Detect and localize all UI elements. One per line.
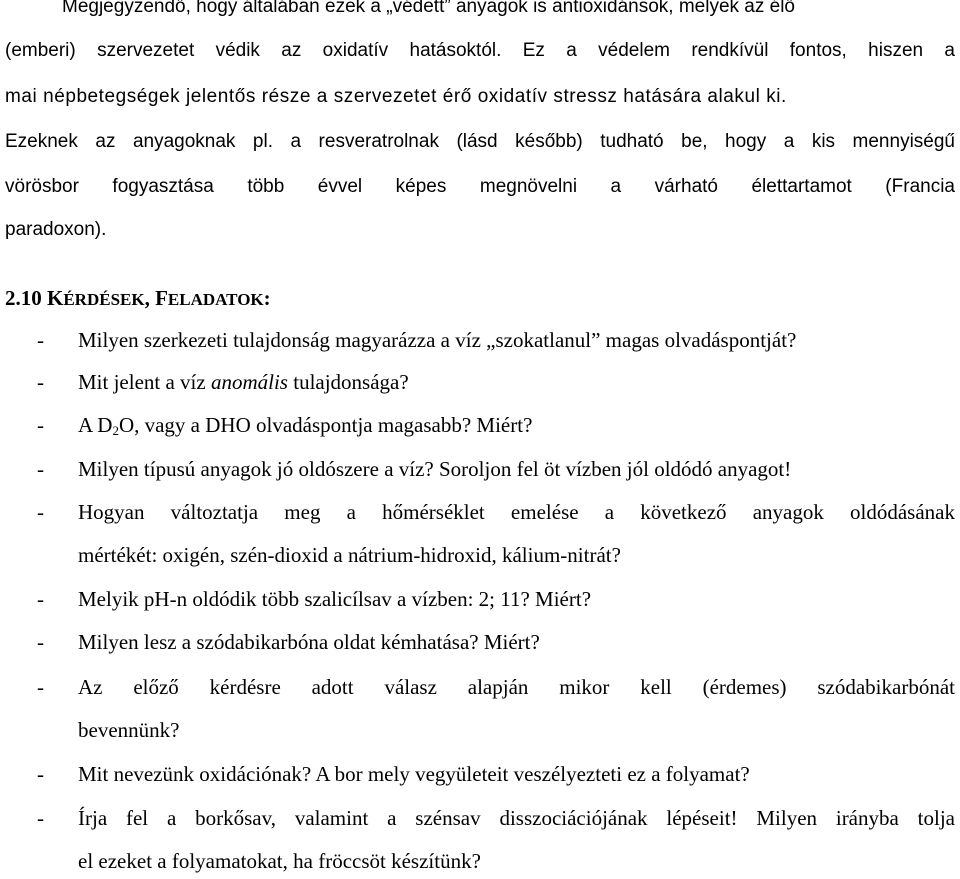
list-dash: - <box>37 500 44 524</box>
intro-line-3: mai népbetegségek jelentős része a szervezetet érő oxidatív stressz hatására alakul ki. <box>5 86 787 107</box>
list-dash: - <box>37 413 44 437</box>
intro-line-5: vörösbor fogyasztása több évvel képes megnövelni a várható élettartamot (Francia <box>5 176 955 197</box>
intro-line-6: paradoxon). <box>5 219 107 240</box>
list-dash: - <box>37 457 44 481</box>
question-4: Milyen típusú anyagok jó oldószere a víz? Soroljon fel öt vízben jól oldódó anyagot! <box>78 457 792 481</box>
question-10-line-1: Írja fel a borkősav, valamint a szénsav disszociációjának lépéseit! Milyen irányba tolja <box>78 806 955 830</box>
intro-line-1: Megjegyzendő, hogy általában ezek a „védett” anyagok is antioxidánsok, melyek az élő <box>62 0 795 17</box>
question-1: Milyen szerkezeti tulajdonság magyarázza a víz „szokatlanul” magas olvadáspontját? <box>78 328 797 352</box>
section-heading <box>5 286 271 311</box>
list-dash: - <box>37 675 44 699</box>
list-dash: - <box>37 762 44 786</box>
question-5-line-1: Hogyan változtatja meg a hőmérséklet emelése a következő anyagok oldódásának <box>78 500 955 524</box>
list-dash: - <box>37 630 44 654</box>
question-8-line-2: bevennünk? <box>78 718 180 742</box>
list-dash: - <box>37 328 44 352</box>
question-10-line-2: el ezeket a folyamatokat, ha fröccsöt készítünk? <box>78 849 481 873</box>
question-5-line-2: mértékét: oxigén, szén-dioxid a nátrium-hidroxid, kálium-nitrát? <box>78 543 621 567</box>
question-8-line-1: Az előző kérdésre adott válasz alapján mikor kell (érdemes) szódabikarbónát <box>78 675 955 699</box>
section-title: KÉRDÉSEK, FELADATOK: <box>47 286 271 310</box>
list-dash: - <box>37 587 44 611</box>
intro-line-4: Ezeknek az anyagoknak pl. a resveratrolnak (lásd később) tudható be, hogy a kis mennyiségű <box>5 131 955 152</box>
list-dash: - <box>37 370 44 394</box>
question-7: Milyen lesz a szódabikarbóna oldat kémhatása? Miért? <box>78 630 540 654</box>
question-9: Mit nevezünk oxidációnak? A bor mely vegyületeit veszélyezteti ez a folyamat? <box>78 762 750 786</box>
section-number: 2.10 <box>5 286 42 310</box>
intro-line-2: (emberi) szervezetet védik az oxidatív hatásoktól. Ez a védelem rendkívül fontos, hiszen a <box>5 40 955 61</box>
list-dash: - <box>37 806 44 830</box>
question-3: A $D_2O$, vagy a DHO olvadáspontja magasabb? Miért? <box>78 413 533 438</box>
question-2: Mit jelent a víz anomális tulajdonsága? <box>78 370 409 394</box>
question-6: Melyik pH-n oldódik több szalicílsav a vízben: 2; 11? Miért? <box>78 587 592 611</box>
